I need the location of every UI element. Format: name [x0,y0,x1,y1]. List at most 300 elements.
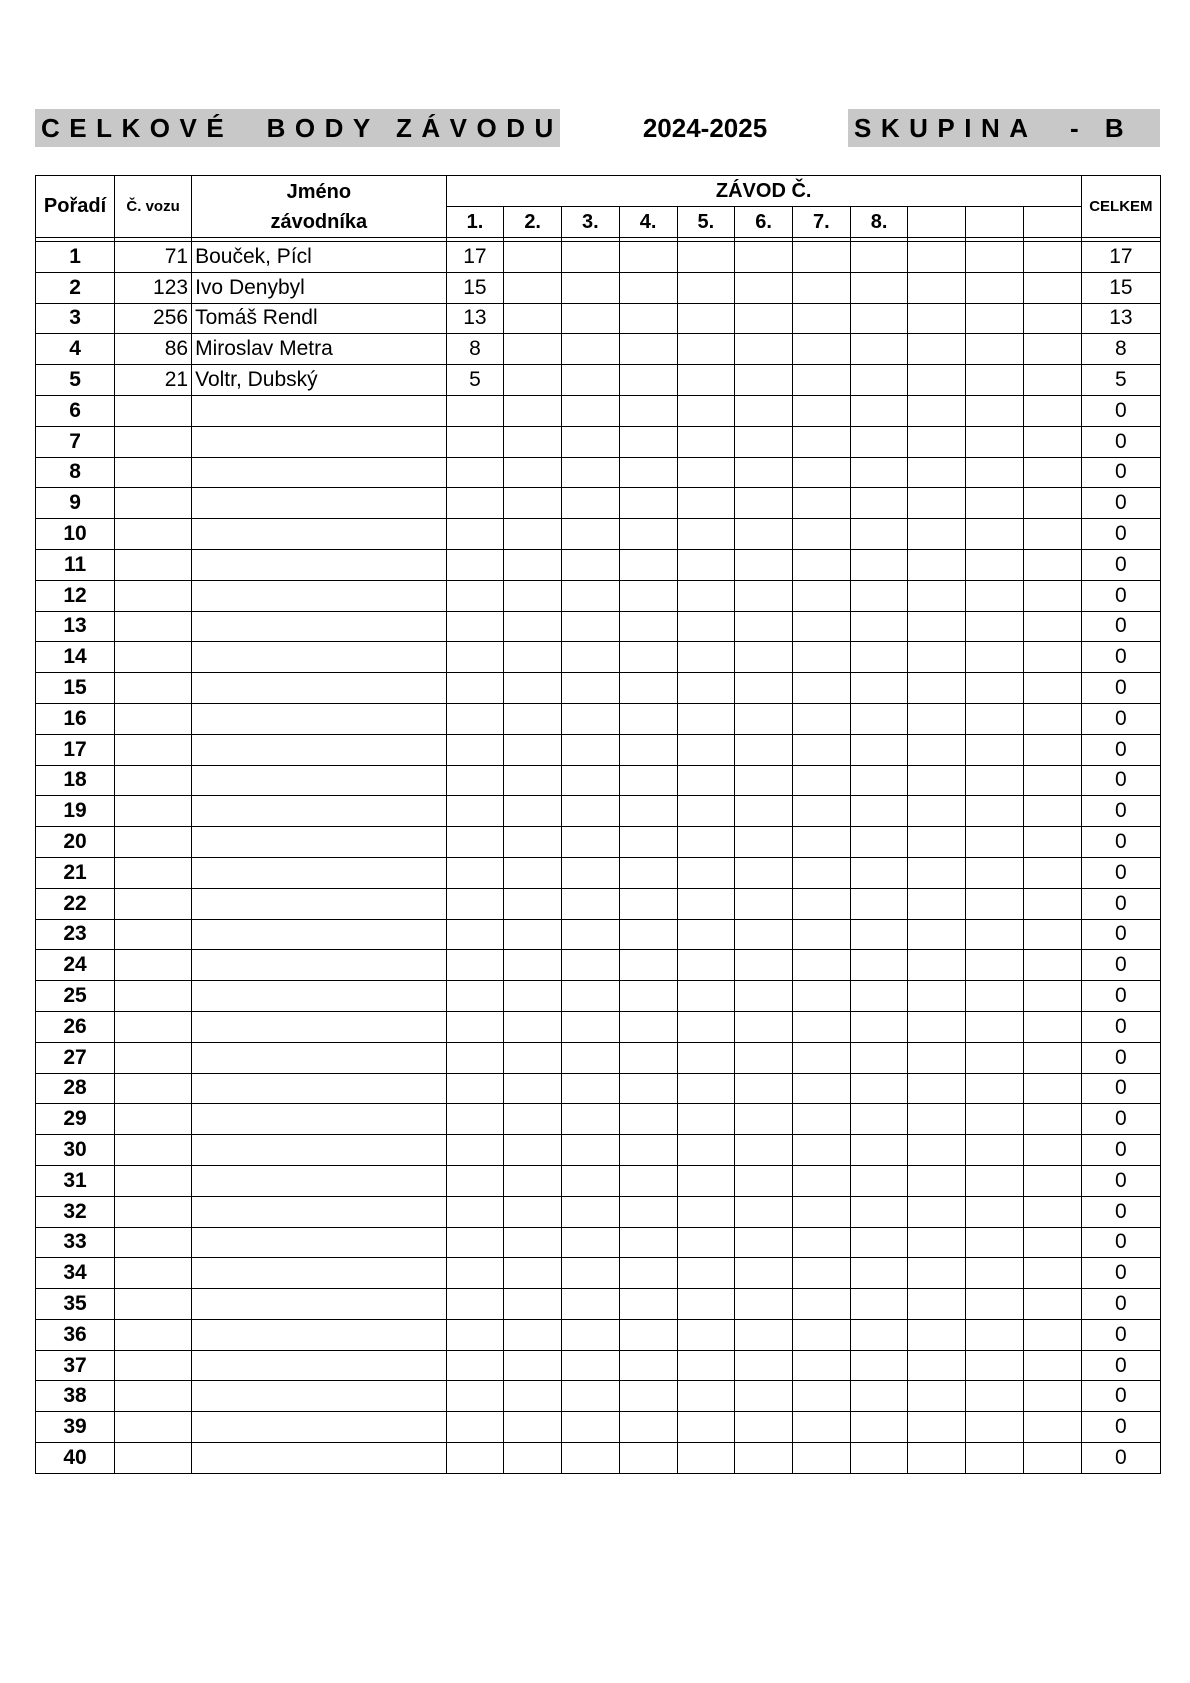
race-points-cell [735,703,793,734]
table-row [36,796,1161,827]
rank-cell: 11 [36,549,115,580]
race-points-cell [908,673,966,704]
race-points-cell [504,796,562,827]
race-points-cell [850,334,908,365]
table-row [36,919,1161,950]
race-points-cell [504,703,562,734]
race-points-cell [792,1196,850,1227]
total-cell: 0 [1081,1289,1160,1320]
race-points-cell [850,765,908,796]
table-row [36,1011,1161,1042]
race-points-cell [966,1165,1024,1196]
car-number-cell [115,488,192,519]
race-points-cell [504,1104,562,1135]
driver-name-cell [192,1042,446,1073]
race-points-cell [1023,888,1081,919]
race-points-cell [619,488,677,519]
race-points-cell [677,1042,735,1073]
rank-cell: 15 [36,673,115,704]
race-points-cell [1023,857,1081,888]
race-points-cell [908,1381,966,1412]
race-points-cell [504,1289,562,1320]
race-points-cell [850,1196,908,1227]
table-row [36,303,1161,334]
race-points-cell [850,950,908,981]
race-points-cell [562,1135,620,1166]
race-points-cell [792,272,850,303]
race-points-cell [504,1073,562,1104]
car-number-cell [115,611,192,642]
race-points-cell [966,395,1024,426]
race-points-cell [1023,981,1081,1012]
race-points-cell [966,827,1024,858]
race-points-cell [966,426,1024,457]
race-points-cell [446,981,504,1012]
rank-cell: 26 [36,1011,115,1042]
race-points-cell [966,981,1024,1012]
race-points-cell [1023,1381,1081,1412]
driver-name-cell [192,1196,446,1227]
total-cell: 0 [1081,580,1160,611]
car-number-cell [115,765,192,796]
race-points-cell [677,673,735,704]
race-points-cell [619,703,677,734]
race-points-cell [562,1443,620,1474]
race-points-cell [792,549,850,580]
race-points-cell [908,580,966,611]
race-points-cell [562,549,620,580]
car-number-cell: 256 [115,303,192,334]
race-points-cell [677,395,735,426]
race-points-cell [504,1319,562,1350]
race-points-cell [1023,1135,1081,1166]
race-points-cell [446,642,504,673]
race-points-cell [735,580,793,611]
driver-name-cell: Voltr, Dubský [192,365,446,396]
driver-name-cell [192,488,446,519]
race-points-cell [562,888,620,919]
rank-cell: 32 [36,1196,115,1227]
race-points-cell [1023,950,1081,981]
race-points-cell [908,395,966,426]
race-points-cell [504,519,562,550]
race-points-cell [735,272,793,303]
race-points-cell [562,519,620,550]
race-points-cell [908,888,966,919]
race-points-cell [735,334,793,365]
race-points-cell [850,395,908,426]
race-points-cell [1023,734,1081,765]
race-points-cell [1023,1227,1081,1258]
race-points-cell [677,1289,735,1320]
race-points-cell [677,1165,735,1196]
car-number-cell [115,1289,192,1320]
race-points-cell [446,919,504,950]
rank-cell: 27 [36,1042,115,1073]
rank-cell: 34 [36,1258,115,1289]
table-row [36,642,1161,673]
race-points-cell [619,519,677,550]
rank-cell: 38 [36,1381,115,1412]
race-points-cell [677,1073,735,1104]
race-points-cell [619,1319,677,1350]
rank-cell: 6 [36,395,115,426]
driver-name-cell [192,1412,446,1443]
race-points-cell [619,796,677,827]
race-points-cell [446,1350,504,1381]
table-row [36,1289,1161,1320]
race-number-header [908,207,966,238]
table-row [36,519,1161,550]
race-points-cell [677,242,735,273]
race-points-cell [446,796,504,827]
race-points-cell [446,457,504,488]
race-points-cell [966,1135,1024,1166]
race-points-cell [966,334,1024,365]
race-points-cell [504,827,562,858]
race-points-cell [735,303,793,334]
race-points-cell [562,1412,620,1443]
total-cell: 0 [1081,673,1160,704]
race-points-cell [446,857,504,888]
table-row [36,1319,1161,1350]
season-label: 2024-2025 [642,112,768,143]
race-points-cell [850,734,908,765]
race-points-cell [908,1042,966,1073]
race-points-cell [792,981,850,1012]
total-cell: 0 [1081,1165,1160,1196]
race-points-cell [908,1135,966,1166]
race-points-cell [446,426,504,457]
race-points-cell [446,1381,504,1412]
car-number-cell [115,1196,192,1227]
race-points-cell [677,457,735,488]
race-points-cell [677,950,735,981]
race-points-cell [677,1319,735,1350]
car-number-cell [115,703,192,734]
race-points-cell [908,1196,966,1227]
race-points-cell [677,1104,735,1135]
race-points-cell [966,734,1024,765]
car-number-cell: 86 [115,334,192,365]
race-points-cell [966,1289,1024,1320]
race-points-cell [1023,611,1081,642]
race-points-cell [677,303,735,334]
race-points-cell [619,611,677,642]
col-car-header: Č. vozu [115,176,192,238]
race-points-cell [677,1412,735,1443]
race-points-cell [735,611,793,642]
race-points-cell [1023,334,1081,365]
race-points-cell [850,642,908,673]
car-number-cell [115,1073,192,1104]
race-points-cell [619,1381,677,1412]
race-points-cell [735,549,793,580]
race-points-cell [504,242,562,273]
total-cell: 0 [1081,950,1160,981]
race-points-cell [908,703,966,734]
driver-name-cell [192,1104,446,1135]
race-points-cell [735,1319,793,1350]
table-row [36,888,1161,919]
race-points-cell [966,1350,1024,1381]
race-points-cell [562,272,620,303]
race-points-cell [1023,796,1081,827]
driver-name-cell [192,1319,446,1350]
table-row [36,827,1161,858]
race-points-cell [677,1135,735,1166]
total-cell: 0 [1081,919,1160,950]
race-points-cell [1023,457,1081,488]
rank-cell: 10 [36,519,115,550]
driver-name-cell [192,549,446,580]
race-points-cell [908,1258,966,1289]
race-points-cell [792,796,850,827]
driver-name-cell [192,1227,446,1258]
table-header [36,176,1161,238]
race-points-cell [504,272,562,303]
total-cell: 0 [1081,426,1160,457]
col-rank-header: Pořadí [36,176,115,238]
rank-cell: 5 [36,365,115,396]
race-points-cell [966,580,1024,611]
race-points-cell [677,272,735,303]
rank-cell: 33 [36,1227,115,1258]
race-points-cell [619,457,677,488]
car-number-cell [115,395,192,426]
race-points-cell [850,1289,908,1320]
race-points-cell [562,457,620,488]
driver-name-cell [192,673,446,704]
race-points-cell [735,981,793,1012]
rank-cell: 9 [36,488,115,519]
race-points-cell [504,1350,562,1381]
race-points-cell [908,303,966,334]
race-points-cell [792,488,850,519]
page-title: CELKOVÉ BODY ZÁVODU [35,109,560,147]
race-points-cell [504,981,562,1012]
race-points-cell [504,1165,562,1196]
race-points-cell [966,950,1024,981]
race-points-cell [735,1412,793,1443]
race-points-cell [792,1319,850,1350]
race-points-cell [966,1104,1024,1135]
race-points-cell [966,1412,1024,1443]
total-cell: 0 [1081,703,1160,734]
race-points-cell [619,1042,677,1073]
race-points-cell [1023,1319,1081,1350]
total-cell: 0 [1081,642,1160,673]
table-row [36,1227,1161,1258]
race-points-cell [619,580,677,611]
total-cell: 0 [1081,1227,1160,1258]
race-points-cell [908,1350,966,1381]
rank-cell: 24 [36,950,115,981]
race-points-cell [966,857,1024,888]
race-points-cell [735,796,793,827]
race-points-cell [1023,1196,1081,1227]
race-points-cell [850,1165,908,1196]
race-points-cell [850,519,908,550]
race-points-cell [562,765,620,796]
race-points-cell [1023,1350,1081,1381]
race-points-cell [1023,1011,1081,1042]
race-points-cell [792,888,850,919]
race-points-cell [1023,919,1081,950]
car-number-cell [115,1042,192,1073]
race-points-cell [966,488,1024,519]
rank-cell: 20 [36,827,115,858]
race-points-cell [735,919,793,950]
race-points-cell [677,1196,735,1227]
race-points-cell [562,334,620,365]
race-points-cell [562,1258,620,1289]
race-points-cell [619,888,677,919]
race-points-cell [504,488,562,519]
race-points-cell [677,857,735,888]
car-number-cell [115,426,192,457]
table-row [36,1042,1161,1073]
race-points-cell [735,734,793,765]
race-points-cell [966,1196,1024,1227]
race-points-cell [908,242,966,273]
race-points-cell [966,888,1024,919]
race-points-cell [446,1073,504,1104]
race-points-cell [504,765,562,796]
race-points-cell [792,1227,850,1258]
table-row [36,981,1161,1012]
driver-name-cell [192,611,446,642]
race-points-cell [850,1011,908,1042]
race-points-cell [850,981,908,1012]
table-row [36,1443,1161,1474]
driver-name-cell [192,1073,446,1104]
race-points-cell [735,950,793,981]
race-points-cell [619,919,677,950]
race-points-cell [850,1104,908,1135]
race-points-cell [446,1011,504,1042]
race-points-cell [850,303,908,334]
total-cell: 0 [1081,857,1160,888]
race-number-header: 3. [562,207,620,238]
race-number-header: 4. [619,207,677,238]
race-points-cell [735,1350,793,1381]
race-points-cell [735,1196,793,1227]
race-points-cell [908,1104,966,1135]
race-points-cell [735,519,793,550]
race-points-cell [619,673,677,704]
rank-cell: 25 [36,981,115,1012]
race-points-cell: 8 [446,334,504,365]
race-points-cell [735,365,793,396]
race-points-cell [735,1011,793,1042]
race-points-cell [504,1227,562,1258]
race-points-cell [562,1196,620,1227]
race-points-cell [850,1042,908,1073]
race-points-cell [619,1443,677,1474]
race-points-cell [735,395,793,426]
car-number-cell [115,1443,192,1474]
total-cell: 0 [1081,734,1160,765]
race-points-cell [677,981,735,1012]
race-points-cell [1023,519,1081,550]
race-points-cell [735,1104,793,1135]
total-cell: 17 [1081,242,1160,273]
race-points-cell [850,580,908,611]
race-points-cell [1023,272,1081,303]
race-points-cell [850,919,908,950]
car-number-cell: 71 [115,242,192,273]
table-row [36,488,1161,519]
race-points-cell [850,1443,908,1474]
race-points-cell [619,272,677,303]
race-points-cell [792,1443,850,1474]
rank-cell: 17 [36,734,115,765]
table-row [36,242,1161,273]
race-points-cell [966,796,1024,827]
race-points-cell [619,1104,677,1135]
race-points-cell [562,950,620,981]
total-cell: 0 [1081,1350,1160,1381]
race-points-cell [562,1165,620,1196]
table-row [36,765,1161,796]
race-points-cell [446,519,504,550]
race-points-cell [562,1319,620,1350]
race-points-cell [966,1258,1024,1289]
race-points-cell [908,549,966,580]
race-points-cell [619,1412,677,1443]
race-points-cell [850,488,908,519]
race-points-cell [619,1227,677,1258]
total-cell: 8 [1081,334,1160,365]
race-points-cell [735,1381,793,1412]
race-points-cell [1023,1104,1081,1135]
race-points-cell [677,827,735,858]
race-points-cell [1023,549,1081,580]
race-points-cell [792,857,850,888]
race-points-cell [562,857,620,888]
race-points-cell [619,365,677,396]
race-points-cell [504,1042,562,1073]
race-points-cell [850,1073,908,1104]
race-points-cell [562,1011,620,1042]
driver-name-cell [192,1135,446,1166]
race-points-cell [1023,1289,1081,1320]
race-points-cell [677,1011,735,1042]
race-points-cell [504,1196,562,1227]
car-number-cell [115,673,192,704]
driver-name-cell [192,888,446,919]
race-points-cell [446,1412,504,1443]
car-number-cell [115,457,192,488]
car-number-cell [115,919,192,950]
table-row [36,1165,1161,1196]
rank-cell: 1 [36,242,115,273]
race-points-cell [504,334,562,365]
table-row [36,1412,1161,1443]
race-points-cell [908,827,966,858]
rank-cell: 16 [36,703,115,734]
race-points-cell [966,642,1024,673]
driver-name-cell [192,395,446,426]
race-points-cell: 5 [446,365,504,396]
race-points-cell [735,642,793,673]
race-points-cell [562,1381,620,1412]
race-points-cell [792,1042,850,1073]
race-points-cell [504,1258,562,1289]
race-points-cell [792,703,850,734]
group-label: SKUPINA - B [848,109,1160,147]
